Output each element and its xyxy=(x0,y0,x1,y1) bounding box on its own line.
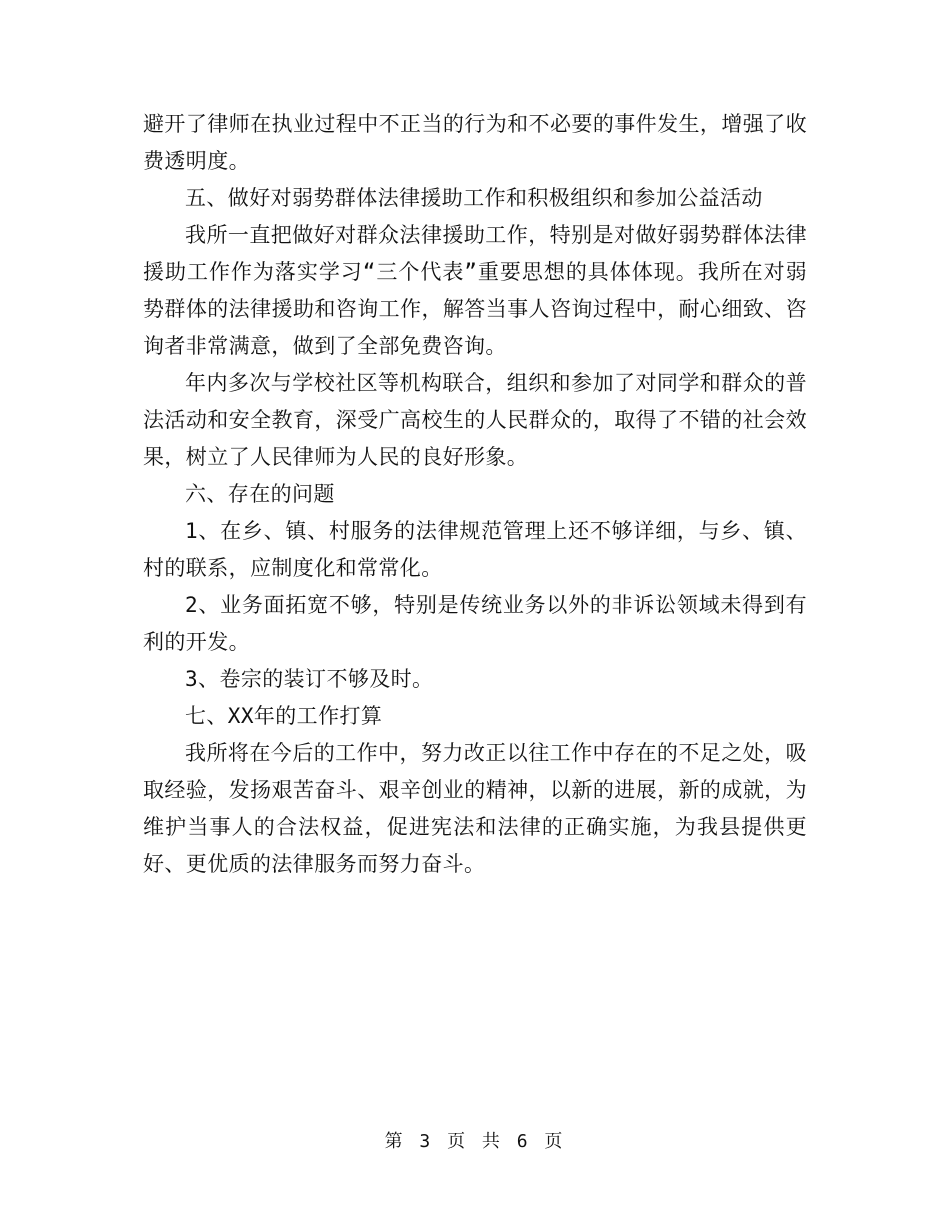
paragraph: 年内多次与学校社区等机构联合，组织和参加了对同学和群众的普法活动和安全教育，深受广高校生的人民群众的，取得了不错的社会效果，树立了人民律师为人民的良好形象。 xyxy=(143,371,807,469)
paragraph: 避开了律师在执业过程中不正当的行为和不必要的事件发生，增强了收费透明度。 xyxy=(143,112,807,173)
section-heading-5: 五、做好对弱势群体法律援助工作和积极组织和参加公益活动 xyxy=(185,186,763,210)
section-heading-7: 七、XX年的工作打算 xyxy=(185,704,383,728)
page-number-footer: 第 3 页 共 6 页 xyxy=(384,1131,566,1152)
paragraph: 我所一直把做好对群众法律援助工作，特别是对做好弱势群体法律援助工作作为落实学习“三个代表”重要思想的具体体现。我所在对弱势群体的法律援助和咨询工作，解答当事人咨询过程中，耐心细致、咨询者非常满意，做到了全部免费咨询。 xyxy=(143,223,807,358)
list-item: 2、业务面拓宽不够，特别是传统业务以外的非诉讼领域未得到有利的开发。 xyxy=(143,593,807,654)
list-item: 3、卷宗的装订不够及时。 xyxy=(185,667,434,691)
list-item: 1、在乡、镇、村服务的法律规范管理上还不够详细，与乡、镇、村的联系，应制度化和常常化。 xyxy=(143,519,807,580)
section-heading-6: 六、存在的问题 xyxy=(185,482,335,506)
document-body xyxy=(143,106,807,883)
paragraph: 我所将在今后的工作中，努力改正以往工作中存在的不足之处，吸取经验，发扬艰苦奋斗、艰辛创业的精神，以新的进展，新的成就，为维护当事人的合法权益，促进宪法和法律的正确实施，为我县提供更好、更优质的法律服务而努力奋斗。 xyxy=(143,741,807,876)
